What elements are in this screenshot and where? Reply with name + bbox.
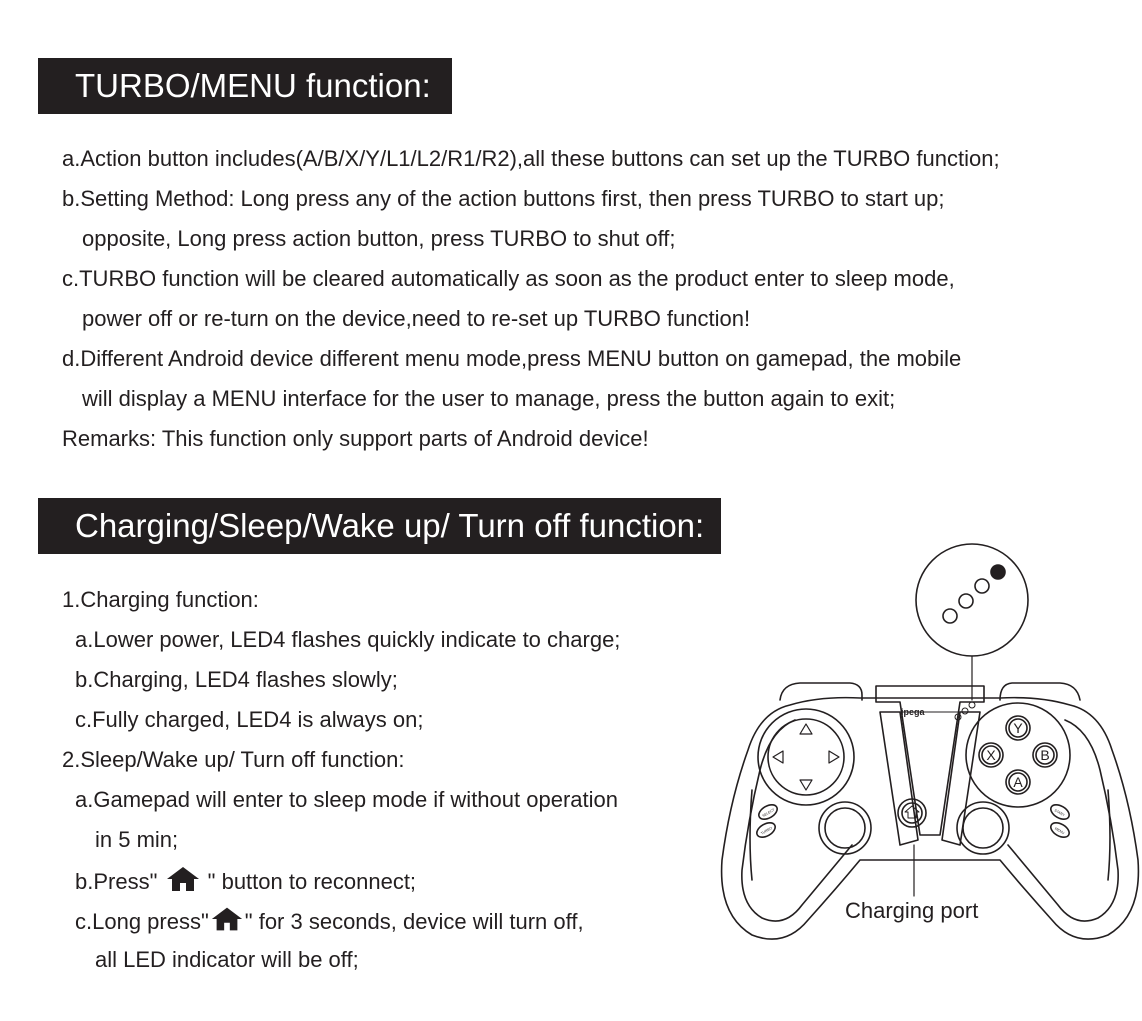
turbo-line-b-cont: opposite, Long press action button, press TURBO to shut off; <box>82 226 676 251</box>
turbo-line-a: a.Action button includes(A/B/X/Y/L1/L2/R1/R2),all these buttons can set up the TURBO function; <box>62 146 1000 171</box>
charging-line-a: a.Lower power, LED4 flashes quickly indicate to charge; <box>75 627 621 652</box>
sleep-line-b-before: b.Press" <box>75 869 158 894</box>
brand-logo: ipega <box>901 707 925 717</box>
charging-heading: 1.Charging function: <box>62 587 259 612</box>
charging-section-title: Charging/Sleep/Wake up/ Turn off function: <box>38 498 721 554</box>
turbo-line-d-cont: will display a MENU interface for the user to manage, press the button again to exit; <box>82 386 896 411</box>
turbo-line-d: d.Different Android device different menu mode,press MENU button on gamepad, the mobile <box>62 346 962 371</box>
turbo-button-label: TURBO <box>760 826 773 836</box>
sleep-line-a-cont: in 5 min; <box>95 827 179 852</box>
sleep-line-a: a.Gamepad will enter to sleep mode if without operation <box>75 787 618 812</box>
charging-line-c: c.Fully charged, LED4 is always on; <box>75 707 424 732</box>
turbo-line-c-cont: power off or re-turn on the device,need to re-set up TURBO function! <box>82 306 751 331</box>
start-button-label: START <box>1053 808 1066 818</box>
sleep-line-b-after: " button to reconnect; <box>207 869 417 894</box>
sleep-line-c-before: c.Long press" <box>75 909 209 934</box>
face-button-a: A <box>1013 774 1023 790</box>
turbo-line-c: c.TURBO function will be cleared automatically as soon as the product enter to sleep mode, <box>62 266 955 291</box>
sleep-line-c <box>75 906 584 936</box>
sleep-line-c-after: " for 3 seconds, device will turn off, <box>244 909 584 934</box>
select-button-label: SELECT <box>761 807 776 819</box>
sleep-heading: 2.Sleep/Wake up/ Turn off function: <box>62 747 405 772</box>
face-button-x: X <box>986 747 996 763</box>
sleep-line-b <box>75 866 416 896</box>
face-button-b: B <box>1040 747 1050 763</box>
home-icon <box>165 866 201 892</box>
charging-line-b: b.Charging, LED4 flashes slowly; <box>75 667 398 692</box>
gamepad-illustration <box>700 535 1140 955</box>
charging-port-label: Charging port <box>845 898 979 923</box>
home-icon <box>210 906 244 932</box>
turbo-remarks: Remarks: This function only support parts of Android device! <box>62 426 649 451</box>
face-button-y: Y <box>1013 720 1023 736</box>
menu-button-label: MENU <box>1054 826 1065 836</box>
turbo-line-b: b.Setting Method: Long press any of the action buttons first, then press TURBO to start up; <box>62 186 945 211</box>
turbo-section-title: TURBO/MENU function: <box>38 58 452 114</box>
sleep-line-c-cont: all LED indicator will be off; <box>95 947 359 972</box>
